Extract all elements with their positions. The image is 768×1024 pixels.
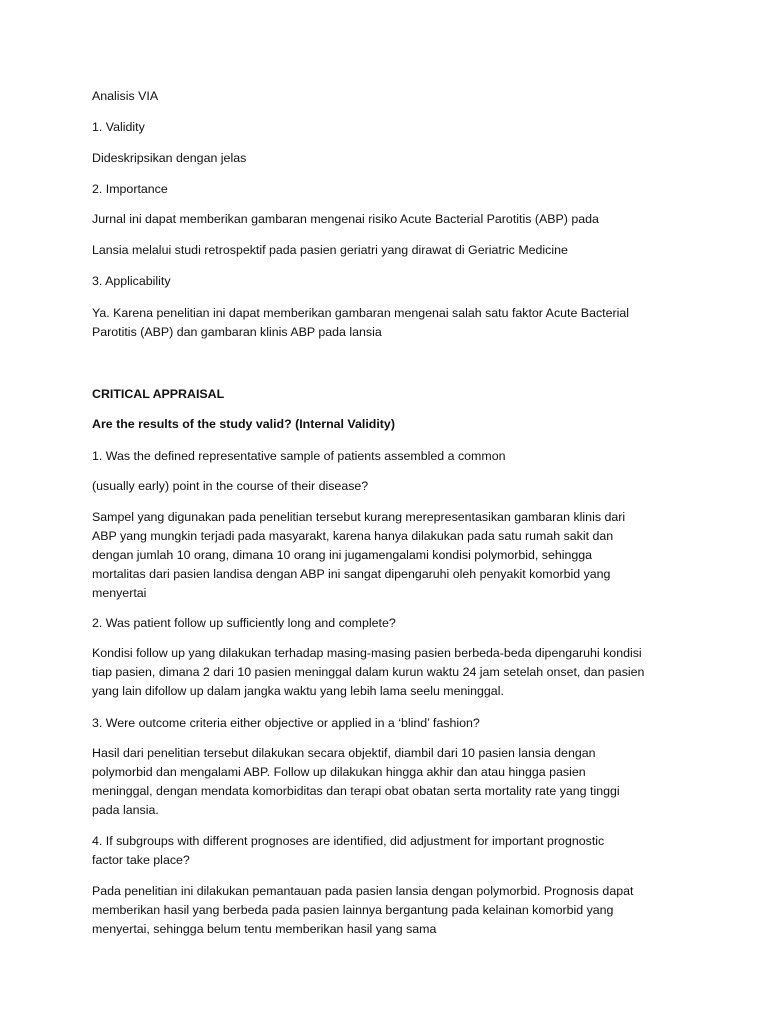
answer-4-line: menyertai, sehingga belum tentu memberikan hasil yang sama — [92, 922, 437, 936]
answer-1-line: ABP yang mungkin terjadi pada masyarakt, karena hanya dilakukan pada satu rumah sakit dan — [92, 529, 614, 543]
applicability-heading: 3. Applicability — [92, 274, 171, 288]
answer-1-line: dengan jumlah 10 orang, dimana 10 orang ini jugamengalami kondisi polymorbid, sehingga — [92, 548, 593, 562]
importance-text-line: Lansia melalui studi retrospektif pada pasien geriatri yang dirawat di Geriatric Medicine — [92, 243, 568, 257]
importance-heading: 2. Importance — [92, 182, 168, 196]
question-4-line: factor take place? — [92, 853, 190, 867]
answer-3-line: Hasil dari penelitian tersebut dilakukan secara objektif, diambil dari 10 pasien lansia dengan — [92, 746, 596, 760]
importance-text-line: Jurnal ini dapat memberikan gambaran mengenai risiko Acute Bacterial Parotitis (ABP) pada — [92, 212, 599, 226]
answer-4-line: memberikan hasil yang berbeda pada pasien lainnya bergantung pada kelainan komorbid yang — [92, 903, 614, 917]
applicability-text-line: Parotitis (ABP) dan gambaran klinis ABP pada lansia — [92, 325, 382, 339]
question-3: 3. Were outcome criteria either objective or applied in a ‘blind’ fashion? — [92, 716, 480, 730]
validity-heading: 1. Validity — [92, 120, 145, 134]
question-2: 2. Was patient follow up sufficiently long and complete? — [92, 616, 396, 630]
answer-2-line: yang lain difollow up dalam jangka waktu yang lebih lama seelu meninggal. — [92, 684, 504, 698]
validity-question: Are the results of the study valid? (Internal Validity) — [92, 417, 395, 431]
question-1-line: (usually early) point in the course of their disease? — [92, 479, 369, 493]
critical-appraisal-heading: CRITICAL APPRAISAL — [92, 387, 225, 401]
answer-4-line: Pada penelitian ini dilakukan pemantauan pada pasien lansia dengan polymorbid. Prognosis dapat — [92, 884, 634, 898]
answer-1-line: mortalitas dari pasien landisa dengan ABP ini sangat dipengaruhi oleh penyakit komorbid yang — [92, 567, 611, 581]
answer-2-line: tiap pasien, dimana 2 dari 10 pasien meninggal dalam kurun waktu 24 jam setelah onset, dan pasien — [92, 665, 645, 679]
question-1-line: 1. Was the defined representative sample of patients assembled a common — [92, 449, 506, 463]
answer-3-line: pada lansia. — [92, 803, 159, 817]
answer-2-line: Kondisi follow up yang dilakukan terhadap masing-masing pasien berbeda-beda dipengaruhi kondisi — [92, 646, 642, 660]
answer-1-line: Sampel yang digunakan pada penelitian tersebut kurang merepresentasikan gambaran klinis dari — [92, 510, 626, 524]
answer-1-line: menyertai — [92, 586, 147, 600]
question-4-line: 4. If subgroups with different prognoses are identified, did adjustment for important prognostic — [92, 834, 605, 848]
via-heading: Analisis VIA — [92, 89, 159, 103]
answer-3-line: polymorbid dan mengalami ABP. Follow up dilakukan hingga akhir dan atau hingga pasien — [92, 765, 586, 779]
validity-text: Dideskripsikan dengan jelas — [92, 151, 247, 165]
answer-3-line: meninggal, dengan mendata komorbiditas dan terapi obat obatan serta mortality rate yang tinggi — [92, 784, 620, 798]
applicability-text-line: Ya. Karena penelitian ini dapat memberikan gambaran mengenai salah satu faktor Acute Bacterial — [92, 306, 630, 320]
